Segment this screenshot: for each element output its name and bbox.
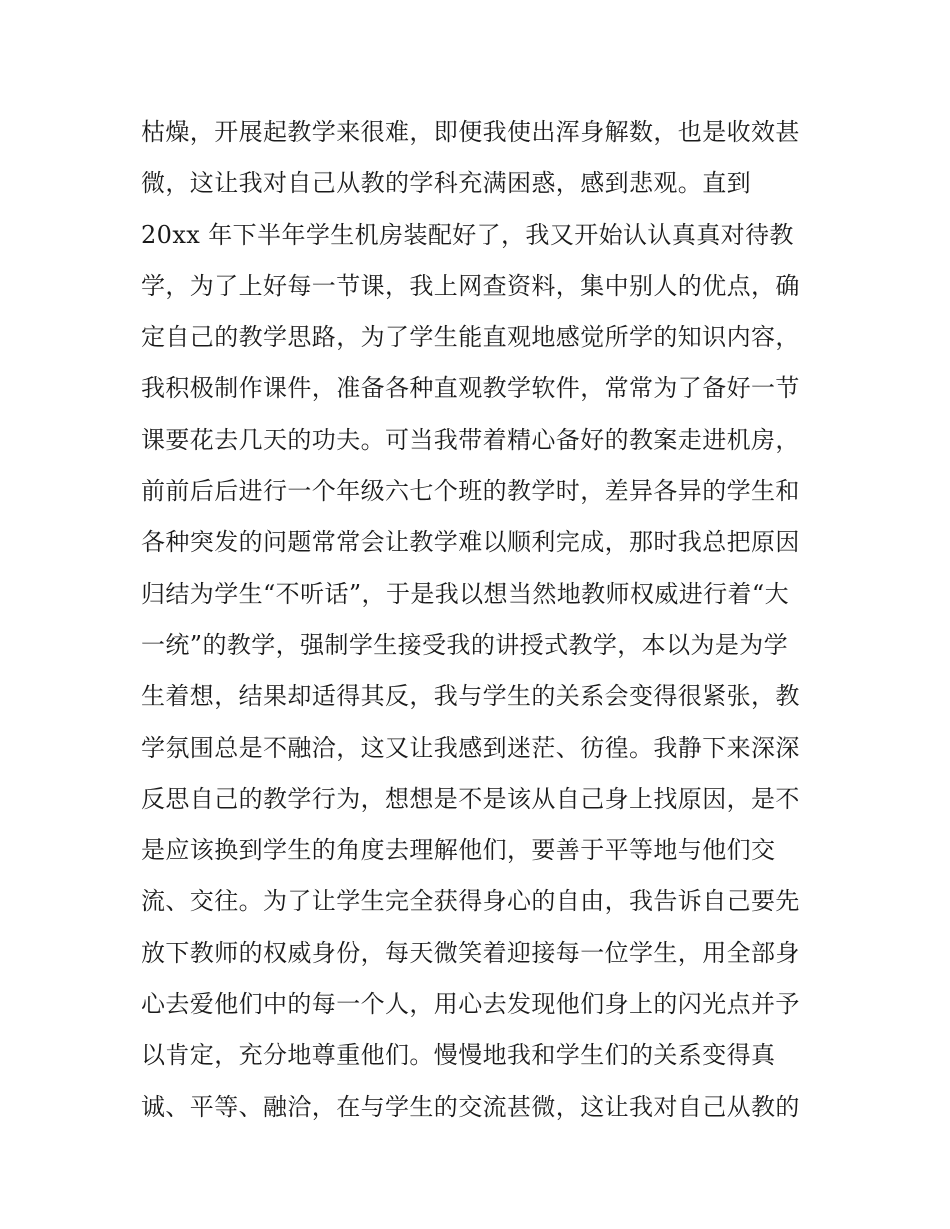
text-line: 课要花去几天的功夫。可当我带着精心备好的教案走进机房，: [141, 425, 800, 454]
text-line: 20xx 年下半年学生机房装配好了，我又开始认认真真对待教: [141, 220, 794, 249]
text-line: 归结为学生“不听话”，于是我以想当然地教师权威进行着“大: [141, 579, 790, 608]
text-line: 诚、平等、融洽，在与学生的交流甚微，这让我对自己从教的: [141, 1092, 800, 1121]
text-line: 一统”的教学，强制学生接受我的讲授式教学，本以为是为学: [141, 630, 789, 659]
text-line: 学氛围总是不融洽，这又让我感到迷茫、彷徨。我静下来深深: [141, 733, 800, 762]
text-line: 反思自己的教学行为，想想是不是该从自己身上找原因，是不: [141, 784, 800, 813]
text-line: 学，为了上好每一节课，我上网查资料，集中别人的优点，确: [141, 271, 800, 300]
text-line: 微，这让我对自己从教的学科充满困惑，感到悲观。直到: [141, 169, 751, 198]
text-line: 放下教师的权威身份，每天微笑着迎接每一位学生，用全部身: [141, 938, 800, 967]
text-line: 以肯定，充分地尊重他们。慢慢地我和学生们的关系变得真: [141, 1041, 776, 1070]
text-line: 前前后后进行一个年级六七个班的教学时，差异各异的学生和: [141, 477, 800, 506]
text-line: 流、交往。为了让学生完全获得身心的自由，我告诉自己要先: [141, 887, 800, 916]
text-line: 是应该换到学生的角度去理解他们，要善于平等地与他们交: [141, 836, 776, 865]
text-line: 生着想，结果却适得其反，我与学生的关系会变得很紧张，教: [141, 682, 800, 711]
text-line: 枯燥，开展起教学来很难，即便我使出浑身解数，也是收效甚: [141, 118, 800, 146]
text-line: 我积极制作课件，准备各种直观教学软件，常常为了备好一节: [141, 374, 800, 403]
text-line: 定自己的教学思路，为了学生能直观地感觉所学的知识内容，: [141, 323, 800, 352]
text-line: 各种突发的问题常常会让教学难以顺利完成，那时我总把原因: [141, 528, 800, 557]
body-paragraph: [141, 107, 821, 1133]
text-line: 心去爱他们中的每一个人，用心去发现他们身上的闪光点并予: [141, 990, 800, 1019]
